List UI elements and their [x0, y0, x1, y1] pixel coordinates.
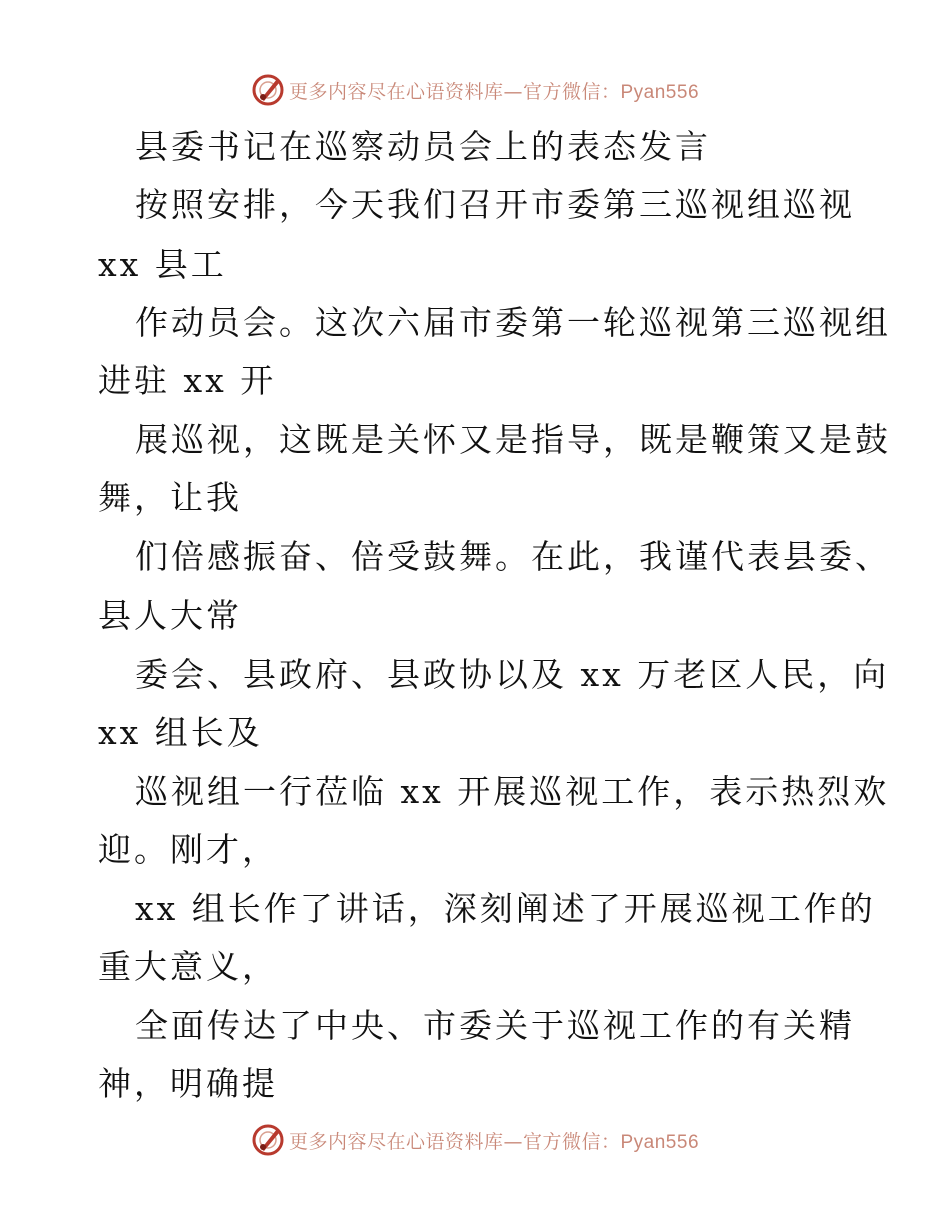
body-line: 县人大常 [98, 596, 242, 635]
body-line: 按照安排，今天我们召开市委第三巡视组巡视 [135, 185, 855, 224]
wechat-id: Pyan556 [620, 1131, 700, 1153]
body-line: 作动员会。这次六届市委第一轮巡视第三巡视组 [135, 303, 891, 342]
body-line: 重大意义， [98, 947, 278, 986]
body-line: 神，明确提 [98, 1064, 278, 1103]
watermark-banner-top [0, 70, 950, 110]
watermark-text: 更多内容尽在心语资料库—官方微信：Pyan556 [288, 1130, 700, 1153]
watermark-banner-bottom [0, 1120, 950, 1160]
wechat-id: Pyan556 [620, 81, 700, 103]
brand-logo-icon [251, 73, 285, 107]
body-line: 迎。刚才， [98, 830, 278, 869]
body-line: xx 县工 [98, 245, 227, 284]
body-line: 全面传达了中央、市委关于巡视工作的有关精 [135, 1006, 855, 1045]
document-title: 县委书记在巡察动员会上的表态发言 [135, 127, 711, 166]
body-line: 舞，让我 [98, 478, 242, 517]
body-line: 展巡视，这既是关怀又是指导，既是鞭策又是鼓 [135, 420, 891, 459]
watermark-text: 更多内容尽在心语资料库—官方微信：Pyan556 [288, 80, 700, 103]
body-line: 巡视组一行莅临 xx 开展巡视工作，表示热烈欢 [135, 772, 890, 811]
body-line: 们倍感振奋、倍受鼓舞。在此，我谨代表县委、 [135, 537, 891, 576]
body-line: 委会、县政府、县政协以及 xx 万老区人民，向 [135, 655, 890, 694]
body-line: xx 组长及 [98, 713, 263, 752]
brand-logo-icon [251, 1123, 285, 1157]
body-line: 进驻 xx 开 [98, 361, 277, 400]
body-line: xx 组长作了讲话，深刻阐述了开展巡视工作的 [135, 889, 876, 928]
